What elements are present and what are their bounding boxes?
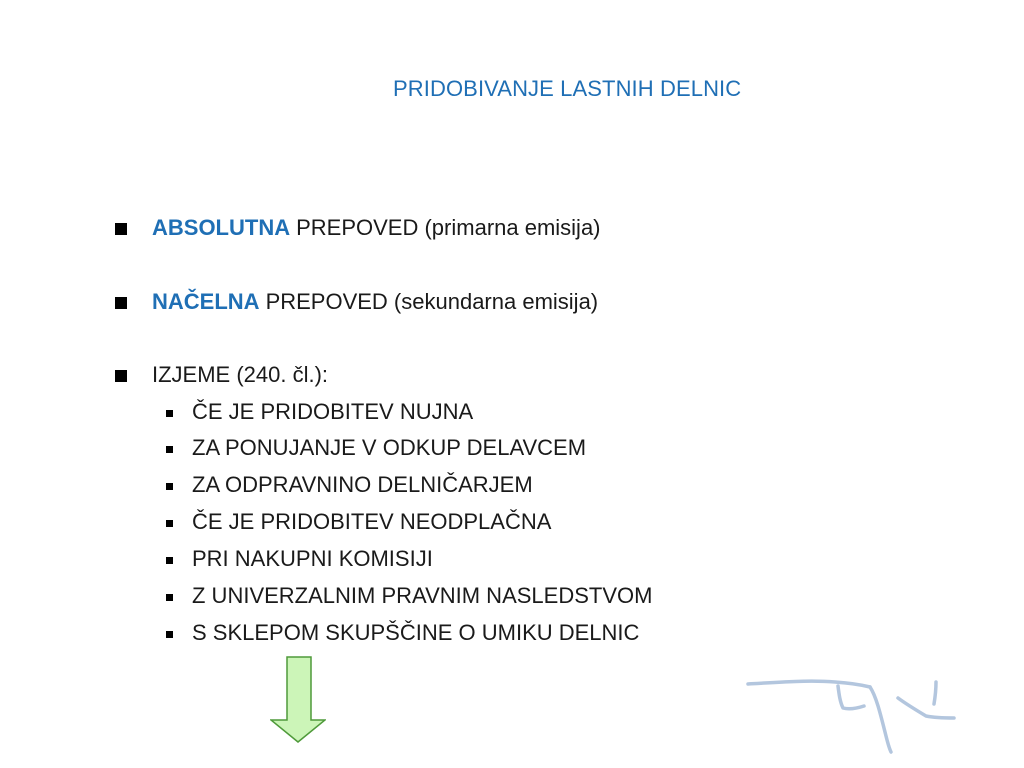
sub-item — [166, 508, 551, 536]
bullet-nacelna — [115, 288, 598, 316]
bullet-accent-text: ABSOLUTNA — [152, 215, 291, 240]
slide-title: PRIDOBIVANJE LASTNIH DELNIC — [393, 76, 742, 101]
sub-item-text: S SKLEPOM SKUPŠČINE O UMIKU DELNIC — [192, 620, 640, 645]
square-bullet-icon — [115, 297, 127, 309]
small-square-bullet-icon — [166, 410, 173, 417]
small-square-bullet-icon — [166, 557, 173, 564]
sub-item — [166, 434, 586, 462]
sub-item — [166, 398, 473, 426]
bullet-text: PREPOVED (primarna emisija) — [296, 215, 601, 240]
handwritten-scribble — [740, 672, 964, 758]
square-bullet-icon — [115, 370, 127, 382]
small-square-bullet-icon — [166, 520, 173, 527]
bullet-text: PREPOVED (sekundarna emisija) — [265, 289, 599, 314]
bullet-accent-text: NAČELNA — [152, 289, 260, 314]
bullet-absolutna — [115, 214, 601, 242]
down-arrow-icon — [270, 656, 326, 744]
sub-item-text: ZA PONUJANJE V ODKUP DELAVCEM — [192, 435, 587, 460]
sub-item-text: Z UNIVERZALNIM PRAVNIM NASLEDSTVOM — [192, 583, 653, 608]
small-square-bullet-icon — [166, 483, 173, 490]
sub-item-text: PRI NAKUPNI KOMISIJI — [192, 546, 433, 571]
small-square-bullet-icon — [166, 631, 173, 638]
sub-item-text: ČE JE PRIDOBITEV NUJNA — [192, 399, 474, 424]
sub-item — [166, 619, 639, 647]
sub-item — [166, 582, 652, 610]
sub-item-text: ZA ODPRAVNINO DELNIČARJEM — [192, 472, 533, 497]
bullet-text: IZJEME (240. čl.): — [152, 362, 329, 387]
sub-item — [166, 545, 433, 573]
small-square-bullet-icon — [166, 594, 173, 601]
sub-item-text: ČE JE PRIDOBITEV NEODPLAČNA — [192, 509, 552, 534]
bullet-izjeme — [115, 361, 328, 389]
square-bullet-icon — [115, 223, 127, 235]
sub-item — [166, 471, 533, 499]
small-square-bullet-icon — [166, 446, 173, 453]
